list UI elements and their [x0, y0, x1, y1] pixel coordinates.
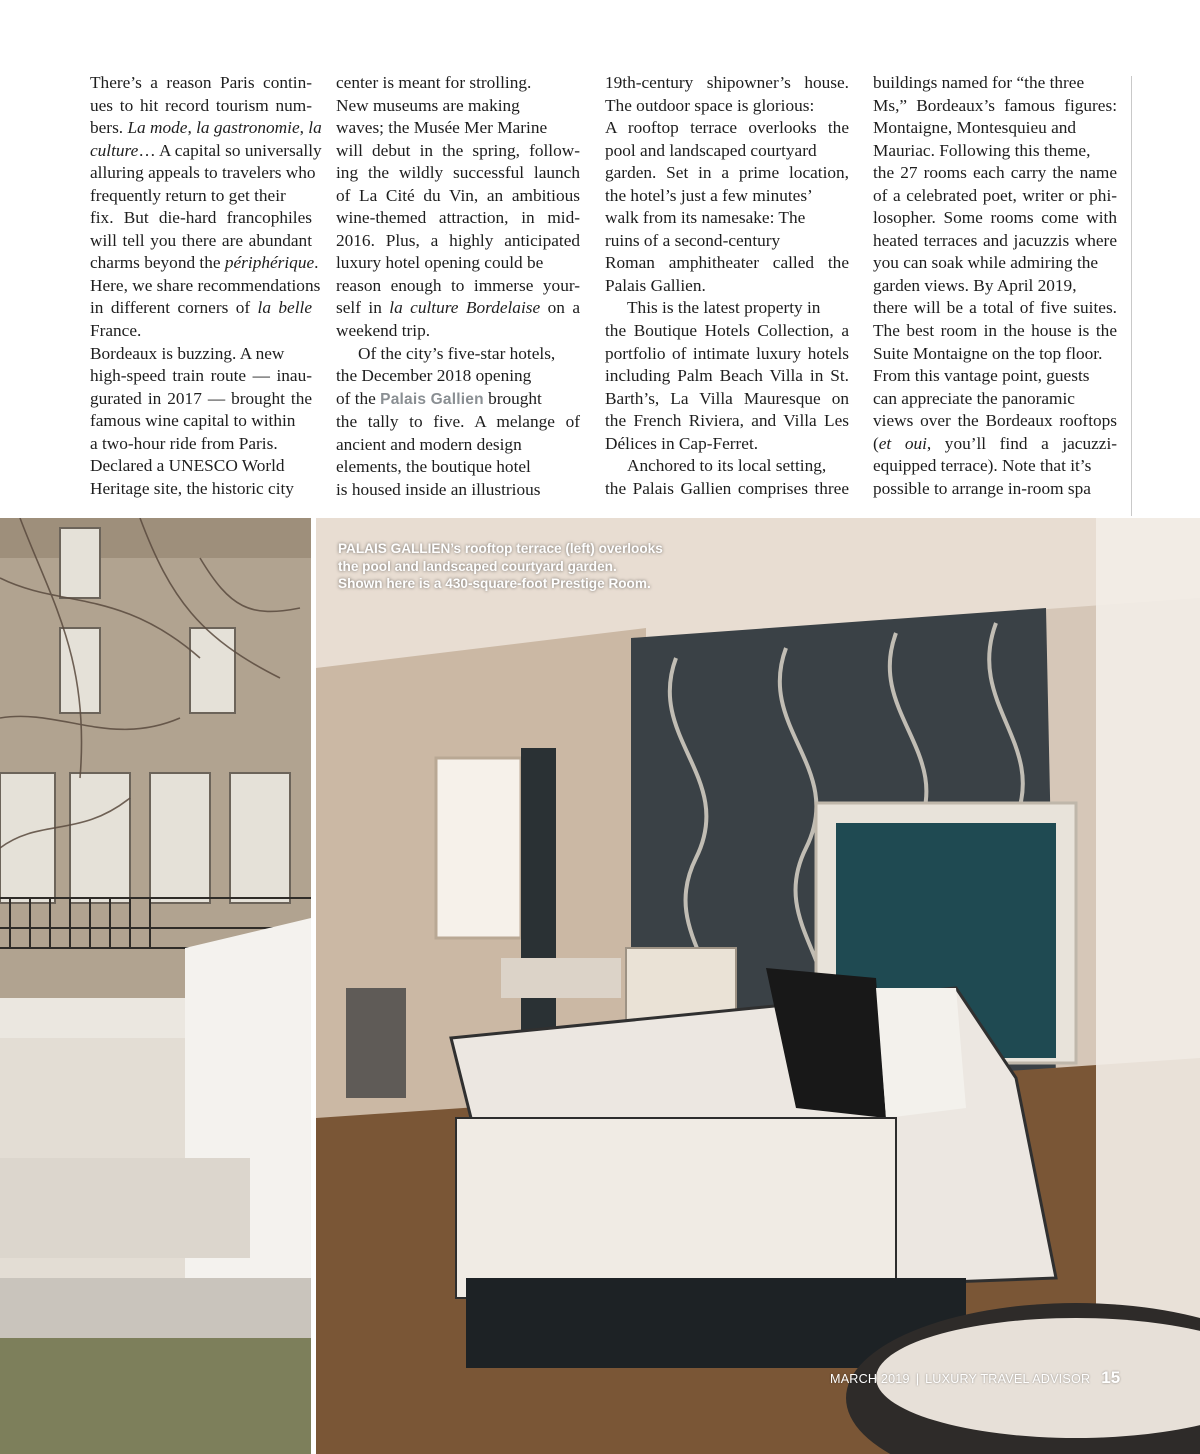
text-line: [873, 433, 1117, 456]
paragraph: [68, 343, 312, 501]
article-column-2: [336, 72, 580, 501]
text-line: the 27 rooms each carry the name: [873, 163, 1117, 183]
text-line: will debut in the spring, follow-: [336, 140, 580, 160]
room-illustration: [316, 518, 1200, 1454]
text-run: self in: [336, 298, 390, 318]
italic-run: la culture Bordelaise: [389, 298, 541, 318]
text-line: famous wine capital to within: [90, 411, 296, 431]
text-line: From this vantage point, guests: [873, 366, 1090, 386]
text-run: , you’ll find a jacuzzi-: [926, 433, 1117, 453]
text-line: New museums are making: [336, 95, 520, 115]
text-line: Palais Gallien.: [605, 275, 706, 295]
caption-line: the pool and landscaped courtyard garden.: [338, 558, 617, 574]
italic-run: périphérique: [224, 253, 315, 273]
page-number: 15: [1101, 1368, 1121, 1387]
text-line: buildings named for “the three: [873, 73, 1085, 92]
italic-run: la: [308, 118, 322, 138]
text-line: there will be a total of five suites.: [873, 298, 1117, 318]
text-line: This is the latest property in: [627, 298, 821, 318]
text-line: France.: [90, 321, 142, 341]
caption-line: PALAIS GALLIEN’s rooftop terrace (left) overlooks: [338, 541, 663, 556]
text-line: Roman amphitheater called the: [605, 253, 849, 273]
text-run: (: [873, 433, 879, 453]
text-line: frequently return to get their: [90, 185, 286, 205]
text-line: equipped terrace). Note that it’s: [873, 456, 1092, 476]
article-column-3: [605, 72, 849, 500]
text-line: portfolio of intimate luxury hotels: [605, 343, 849, 363]
text-line: can appreciate the panoramic: [873, 388, 1075, 408]
text-line: garden views. By April 2019,: [873, 275, 1077, 295]
text-run: … A capital so universally: [138, 140, 322, 160]
text-line: Montaigne, Montesquieu and: [873, 118, 1077, 138]
text-run: in different corners of: [90, 298, 258, 318]
paragraph: [336, 343, 580, 502]
text-line: garden. Set in a prime location,: [605, 163, 849, 183]
text-line: alluring appeals to travelers who: [90, 163, 316, 183]
text-line: Bordeaux is buzzing. A new: [90, 343, 285, 363]
text-line: Barth’s, La Villa Mauresque on: [605, 388, 849, 408]
text-line: The best room in the house is the: [873, 321, 1117, 341]
text-run: of the: [336, 388, 381, 408]
terrace-photo: [0, 518, 311, 1454]
text-line: elements, the boutique hotel: [336, 457, 531, 477]
text-line: A rooftop terrace overlooks the: [605, 118, 849, 138]
magazine-name: LUXURY TRAVEL ADVISOR: [925, 1372, 1091, 1386]
paragraph: [605, 72, 849, 297]
text-line: reason enough to immerse your-: [336, 275, 580, 295]
text-line: a two-hour ride from Paris.: [90, 433, 278, 453]
issue-date: MARCH 2019: [830, 1372, 910, 1386]
text-line: high-speed train route — inau-: [90, 366, 312, 386]
text-line: pool and landscaped courtyard: [605, 140, 817, 160]
text-line: [68, 117, 322, 140]
paragraph: [605, 455, 849, 500]
text-line: Here, we share recommendations: [90, 275, 321, 295]
text-line: Of the city’s five-star hotels,: [358, 343, 556, 363]
text-line: Suite Montaigne on the top floor.: [873, 343, 1103, 363]
text-line: the Palais Gallien comprises three: [605, 478, 849, 498]
text-line: the tally to five. A melange of: [336, 412, 580, 432]
paragraph: [873, 72, 1117, 500]
italic-run: La mode: [127, 118, 188, 138]
text-line: gurated in 2017 — brought the: [90, 388, 312, 408]
terrace-illustration: [0, 518, 311, 1454]
prestige-room-photo: [316, 518, 1200, 1454]
page-footer: [830, 1368, 1132, 1388]
italic-run: la gastronomie: [196, 118, 300, 138]
text-line: Anchored to its local setting,: [627, 456, 827, 476]
article-column-4: [873, 72, 1117, 500]
text-line: will tell you there are abundant: [90, 230, 312, 250]
text-run: .: [314, 253, 319, 273]
text-line: Mauriac. Following this theme,: [873, 140, 1091, 160]
text-line: of a celebrated poet, writer or phi-: [873, 185, 1117, 205]
text-line: losopher. Some rooms come with: [873, 208, 1117, 228]
text-run: bers.: [90, 118, 128, 138]
text-line: fix. But die-hard francophiles: [90, 208, 312, 228]
text-line: [68, 297, 312, 320]
text-line: [68, 140, 322, 163]
text-line: [336, 388, 580, 412]
text-line: 2016. Plus, a highly anticipated: [336, 230, 580, 250]
text-line: ues to hit record tourism num-: [90, 95, 312, 115]
text-line: Heritage site, the historic city: [90, 478, 294, 498]
text-run: charms beyond the: [90, 253, 225, 273]
text-run: ,: [299, 118, 309, 138]
text-line: Declared a UNESCO World: [90, 456, 285, 476]
text-line: walk from its namesake: The: [605, 208, 806, 228]
text-line: wine-themed attraction, in mid-: [336, 208, 580, 228]
text-line: you can soak while admiring the: [873, 253, 1099, 273]
text-line: [68, 252, 319, 275]
text-line: waves; the Musée Mer Marine: [336, 118, 548, 138]
text-line: views over the Bordeaux rooftops: [873, 411, 1117, 431]
text-line: The outdoor space is glorious:: [605, 95, 815, 115]
text-line: including Palm Beach Villa in St.: [605, 366, 849, 386]
text-line: ruins of a second-century: [605, 230, 781, 250]
text-line: the December 2018 opening: [336, 366, 532, 386]
footer-separator: |: [915, 1371, 920, 1386]
text-line: luxury hotel opening could be: [336, 253, 544, 273]
text-run: brought: [483, 388, 542, 408]
text-run: on a: [540, 298, 580, 318]
hotel-name: Palais Gallien: [380, 390, 484, 408]
text-run: ,: [187, 118, 197, 138]
text-line: [336, 297, 580, 320]
text-line: possible to arrange in-room spa: [873, 478, 1091, 498]
text-line: ancient and modern design: [336, 434, 522, 454]
italic-run: la belle: [257, 298, 312, 318]
photo-caption: [338, 540, 663, 593]
text-line: Délices in Cap-Ferret.: [605, 433, 759, 453]
text-line: the hotel’s just a few minutes’: [605, 185, 813, 205]
italic-run: et oui: [878, 433, 927, 453]
text-line: of La Cité du Vin, an ambitious: [336, 185, 580, 205]
text-line: heated terraces and jacuzzis where: [873, 230, 1117, 250]
column-rule: [1131, 76, 1132, 516]
text-line: the Boutique Hotels Collection, a: [605, 321, 849, 341]
text-line: weekend trip.: [336, 321, 431, 341]
caption-line: Shown here is a 430-square-foot Prestige Room.: [338, 576, 651, 591]
text-line: 19th-century shipowner’s house.: [605, 73, 849, 92]
paragraph: [336, 72, 580, 343]
text-line: ing the wildly successful launch: [336, 163, 580, 183]
text-line: is housed inside an illustrious: [336, 479, 541, 499]
paragraph: [68, 72, 322, 343]
text-line: center is meant for strolling.: [336, 73, 532, 92]
article-column-1: [68, 72, 322, 500]
text-line: Ms,” Bordeaux’s famous figures:: [873, 95, 1117, 115]
italic-run: culture: [90, 140, 139, 160]
text-line: There’s a reason Paris contin-: [90, 73, 312, 92]
paragraph: [605, 297, 849, 455]
text-line: the French Riviera, and Villa Les: [605, 411, 849, 431]
